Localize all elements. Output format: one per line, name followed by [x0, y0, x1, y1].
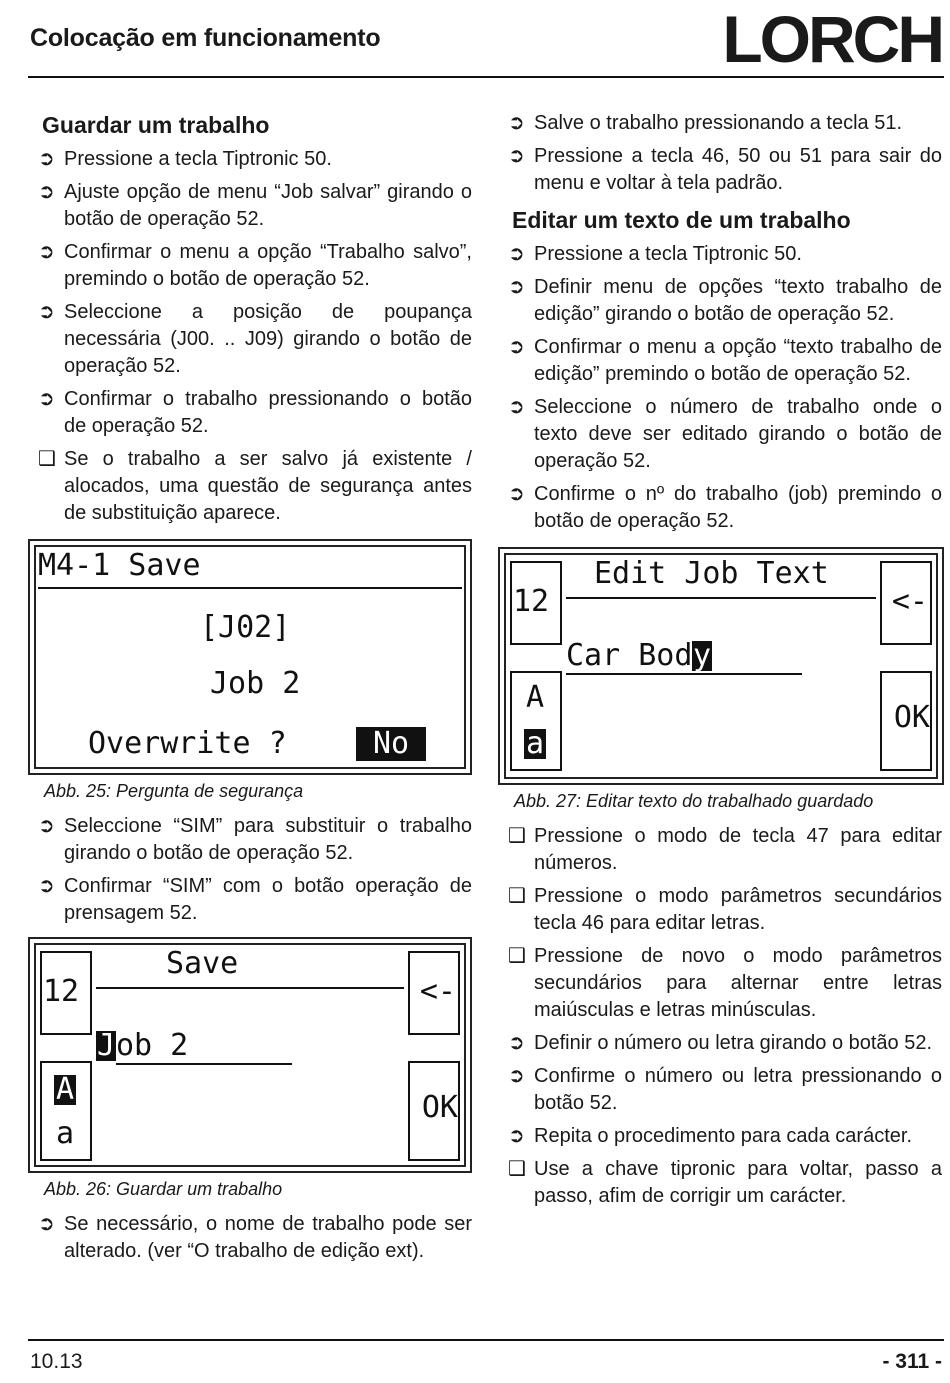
lcd-case-upper: A: [56, 1072, 75, 1107]
instruction-text: Se o trabalho a ser salvo já existente / alocados, uma questão de segurança antes de substituição aparece.: [64, 448, 472, 524]
instruction-text: Se necessário, o nome de trabalho pode ser alterado. (ver “O trabalho de edição ext).: [64, 1213, 472, 1262]
arrow-step-icon: ➲: [38, 875, 55, 897]
instruction-item: [508, 883, 942, 937]
figure-caption-26: Abb. 26: Guardar um trabalho: [44, 1179, 283, 1199]
checkbox-note-icon: ❑: [508, 825, 526, 847]
page-header-title: Colocação em funcionamento: [30, 24, 381, 52]
checkbox-note-icon: ❑: [38, 448, 56, 470]
instruction-item: [38, 446, 472, 527]
lcd-text-cursor: y: [693, 638, 712, 673]
lcd-ok: OK: [893, 700, 930, 735]
lcd-job-number: 12: [43, 974, 80, 1009]
instruction-item: [508, 274, 942, 328]
arrow-step-icon: ➲: [38, 815, 55, 837]
lcd-ok: OK: [421, 1090, 458, 1125]
instruction-text: Definir menu de opções “texto trabalho de edição” girando o botão de operação 52.: [534, 276, 942, 325]
instruction-item: [38, 146, 472, 173]
instruction-list: [38, 813, 472, 927]
instruction-text: Pressione a tecla Tiptronic 50.: [534, 243, 802, 265]
instruction-list: [38, 146, 472, 527]
instruction-item: [508, 943, 942, 1024]
section-heading-save-job: Guardar um trabalho: [42, 112, 270, 138]
arrow-step-icon: ➲: [508, 243, 525, 265]
instruction-item: [508, 241, 942, 268]
arrow-step-icon: ➲: [508, 396, 525, 418]
lorch-logo: LORCH: [722, 2, 942, 76]
instruction-item: [38, 873, 472, 927]
arrow-step-icon: ➲: [38, 148, 55, 170]
arrow-step-icon: ➲: [38, 241, 55, 263]
instruction-list: [38, 1211, 472, 1265]
lcd-slot: [J02]: [200, 610, 291, 645]
instruction-text: Confirmar o trabalho pressionando o botão de operação 52.: [64, 388, 472, 437]
lcd-edit-job-text: [498, 547, 944, 785]
instruction-item: [508, 143, 942, 197]
instruction-text: Salve o trabalho pressionando a tecla 51.: [534, 112, 903, 134]
lcd-overwrite-question: Overwrite ?: [88, 726, 287, 761]
right-column: [508, 110, 942, 1216]
instruction-item: [508, 1030, 942, 1057]
arrow-step-icon: ➲: [508, 1125, 525, 1147]
arrow-step-icon: ➲: [38, 301, 55, 323]
section-heading-edit-text: Editar um texto de um trabalho: [512, 207, 851, 233]
instruction-item: [38, 239, 472, 293]
instruction-text: Pressione de novo o modo parâmetros secundários para alternar entre letras maiúsculas e letras minúsculas.: [534, 945, 942, 1021]
checkbox-note-icon: ❑: [508, 1158, 526, 1180]
instruction-text: Seleccione a posição de poupança necessária (J00. .. J09) girando o botão de operação 52.: [64, 301, 472, 377]
instruction-list: [508, 241, 942, 535]
instruction-text: Confirme o número ou letra pressionando o botão 52.: [534, 1065, 942, 1114]
instruction-item: [508, 1123, 942, 1150]
lcd-answer-no: No: [356, 727, 426, 761]
instruction-item: [508, 110, 942, 137]
lcd-job-number: 12: [513, 584, 550, 619]
lcd-case-upper: A: [526, 680, 545, 715]
page-number: - 311 -: [882, 1350, 942, 1373]
header-rule: [28, 76, 944, 78]
arrow-step-icon: ➲: [38, 181, 55, 203]
instruction-list: [508, 823, 942, 1210]
instruction-text: Ajuste opção de menu “Job salvar” girando o botão de operação 52.: [64, 181, 472, 230]
footer-date: 10.13: [30, 1350, 83, 1373]
lcd-job-name-rest: ob 2: [116, 1028, 189, 1063]
arrow-step-icon: ➲: [508, 1065, 525, 1087]
lcd-name-underline: [116, 1063, 292, 1065]
instruction-text: Pressione o modo de tecla 47 para editar números.: [534, 825, 942, 874]
instruction-text: Confirmar o menu a opção “Trabalho salvo”, premindo o botão de operação 52.: [64, 241, 472, 290]
instruction-list: [508, 110, 942, 197]
instruction-item: [508, 1063, 942, 1117]
instruction-text: Confirme o nº do trabalho (job) premindo o botão de operação 52.: [534, 483, 942, 532]
arrow-step-icon: ➲: [508, 1032, 525, 1054]
lcd-job-name: Car Bod: [566, 638, 693, 673]
arrow-step-icon: ➲: [508, 336, 525, 358]
arrow-step-icon: ➲: [508, 112, 525, 134]
instruction-text: Confirmar o menu a opção “texto trabalho de edição” premindo o botão de operação 52.: [534, 336, 942, 385]
arrow-step-icon: ➲: [38, 1213, 55, 1235]
instruction-text: Use a chave tipronic para voltar, passo a passo, afim de corrigir um carácter.: [534, 1158, 942, 1207]
instruction-text: Pressione o modo parâmetros secundários tecla 46 para editar letras.: [534, 885, 942, 934]
lcd-save-name: [28, 937, 472, 1173]
lcd-text-cursor: J: [97, 1028, 116, 1063]
figure-caption-25: Abb. 25: Pergunta de segurança: [44, 781, 304, 801]
lcd-back-arrow: <-: [419, 974, 456, 1009]
lcd-title: Save: [166, 946, 239, 981]
lcd-back-arrow: <-: [891, 584, 928, 619]
instruction-text: Seleccione o número de trabalho onde o texto deve ser editado girando o botão de operação 52.: [534, 396, 942, 472]
footer-rule: [28, 1339, 944, 1341]
checkbox-note-icon: ❑: [508, 885, 526, 907]
lcd-case-lower: a: [56, 1116, 75, 1151]
instruction-item: [38, 179, 472, 233]
checkbox-note-icon: ❑: [508, 945, 526, 967]
arrow-step-icon: ➲: [508, 483, 525, 505]
instruction-text: Seleccione “SIM” para substituir o trabalho girando o botão de operação 52.: [64, 815, 472, 864]
instruction-text: Pressione a tecla 46, 50 ou 51 para sair do menu e voltar à tela padrão.: [534, 145, 942, 194]
lcd-title-underline: [566, 597, 876, 599]
instruction-item: [508, 334, 942, 388]
lcd-case-lower: a: [526, 726, 545, 761]
instruction-item: [508, 394, 942, 475]
figure-caption-27: Abb. 27: Editar texto do trabalhado guardado: [514, 791, 874, 811]
lcd-title: Edit Job Text: [594, 556, 829, 591]
instruction-text: Pressione a tecla Tiptronic 50.: [64, 148, 332, 170]
arrow-step-icon: ➲: [508, 145, 525, 167]
instruction-text: Confirmar “SIM” com o botão operação de prensagem 52.: [64, 875, 472, 924]
lcd-name-underline: [566, 673, 802, 675]
instruction-item: [38, 299, 472, 380]
left-column: [38, 110, 472, 1271]
instruction-item: [508, 823, 942, 877]
lcd-title-underline: [96, 987, 404, 989]
lcd-title: M4-1 Save: [38, 548, 201, 583]
instruction-item: [508, 1156, 942, 1210]
instruction-text: Repita o procedimento para cada carácter.: [534, 1125, 912, 1147]
instruction-text: Definir o número ou letra girando o botão 52.: [534, 1032, 933, 1054]
lcd-job-name: Job 2: [210, 666, 301, 701]
instruction-item: [38, 813, 472, 867]
arrow-step-icon: ➲: [38, 388, 55, 410]
arrow-step-icon: ➲: [508, 276, 525, 298]
instruction-item: [38, 386, 472, 440]
lcd-title-underline: [38, 587, 462, 589]
lcd-save-confirm: [28, 539, 472, 775]
instruction-item: [38, 1211, 472, 1265]
instruction-item: [508, 481, 942, 535]
